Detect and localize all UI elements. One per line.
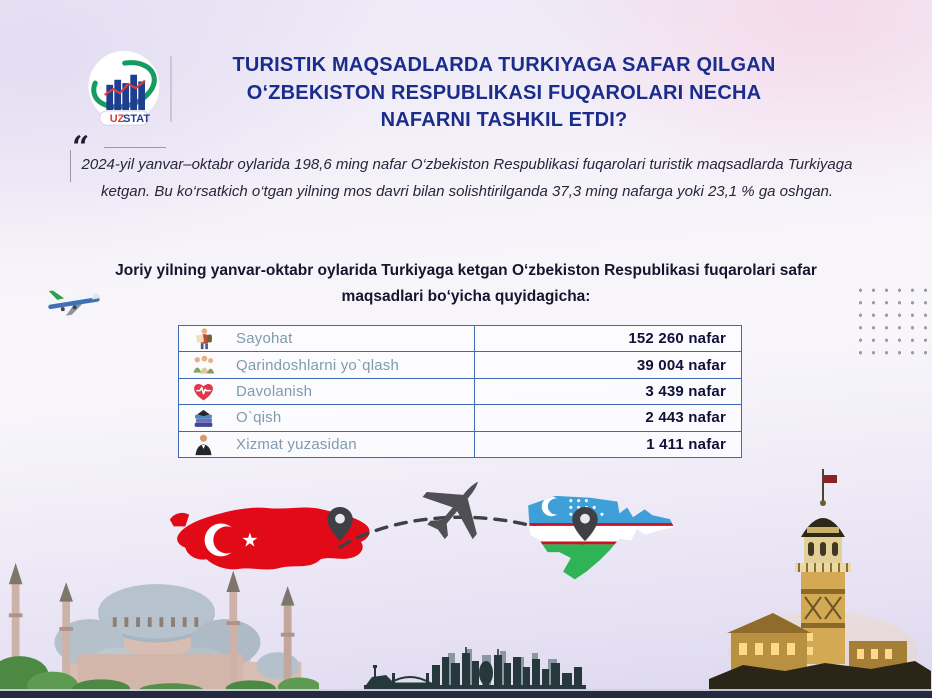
- uzstat-logo: [82, 46, 166, 132]
- turkey-flag-star: ★: [241, 528, 259, 552]
- purpose-table: [178, 325, 742, 458]
- businessman-icon: [192, 433, 215, 456]
- purpose-value: 152 260 nafar: [628, 330, 726, 348]
- books-icon: [192, 406, 215, 429]
- location-pin-icon: [572, 507, 598, 541]
- quote-line-horizontal: [104, 147, 166, 148]
- table-row: [179, 431, 741, 457]
- maiden-tower-illustration: [702, 463, 932, 693]
- purpose-label: Qarindoshlarni yo`qlash: [236, 356, 400, 374]
- uzbekistan-map: [522, 490, 678, 592]
- purpose-label: Davolanish: [236, 382, 313, 400]
- purpose-label: Sayohat: [236, 330, 293, 348]
- tourist-icon: [192, 327, 215, 350]
- logo-text-stat: STAT: [123, 112, 151, 125]
- family-icon: [192, 354, 215, 377]
- purpose-value: 2 443 nafar: [645, 409, 726, 427]
- title-line-1: TURISTIK MAQSADLARDA TURKIYAGA SAFAR QILGAN: [232, 54, 776, 76]
- dots-pattern: [854, 284, 932, 358]
- purpose-value: 1 411 nafar: [646, 435, 726, 453]
- heart-pulse-icon: [192, 380, 215, 403]
- table-row: [179, 378, 741, 404]
- summary-quote: 2024-yil yanvar–oktabr oylarida 198,6 ming nafar O‘zbekiston Respublikasi fuqarolari turistik maqsadlarda Turkiyaga ketgan. Bu ko‘rsatkich o‘tgan yilning mos davri bilan solishtirilganda 37,3 ming nafarga yoki 23,1 % ga oshgan.: [81, 156, 853, 200]
- logo-text-uz: UZ: [109, 112, 125, 125]
- purpose-value: 3 439 nafar: [645, 382, 726, 400]
- location-pin-icon: [327, 507, 353, 541]
- city-skyline-silhouette: [362, 647, 590, 691]
- bottom-strip: [0, 691, 932, 698]
- airplane-icon: [420, 472, 492, 544]
- header-divider: [170, 56, 172, 122]
- quote-icon: “: [72, 130, 90, 165]
- purpose-label: O`qish: [236, 409, 282, 427]
- purpose-value: 39 004 nafar: [636, 356, 726, 374]
- title-line-2: O‘ZBEKISTON RESPUBLIKASI FUQAROLARI NECHA: [246, 81, 762, 104]
- title-line-3: NAFARNI TASHKIL ETDI?: [380, 109, 628, 132]
- purpose-label: Xizmat yuzasidan: [236, 435, 357, 453]
- table-row: [179, 404, 741, 430]
- page-title: [182, 52, 826, 135]
- table-row: [179, 326, 741, 351]
- mini-airplane-icon: [44, 283, 108, 323]
- table-heading: Joriy yilning yanvar-oktabr oylarida Turkiyaga ketgan O‘zbekiston Respublikasi fuqarolari safar maqsadlari bo‘yicha quyidagicha:: [115, 262, 817, 306]
- table-row: [179, 351, 741, 377]
